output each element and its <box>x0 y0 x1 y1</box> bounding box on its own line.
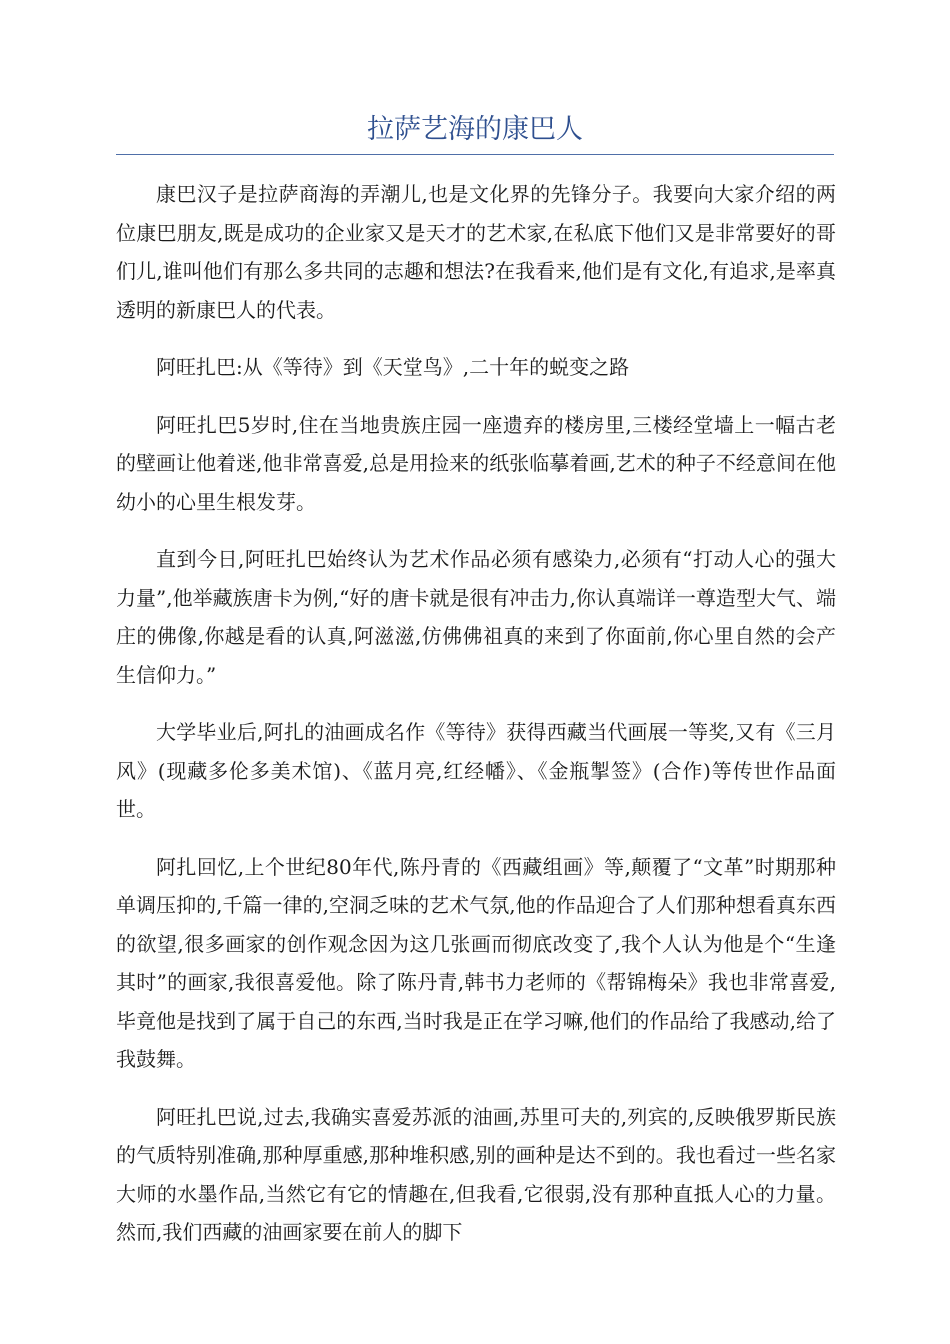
title-block <box>116 110 834 155</box>
article-body <box>116 175 836 1271</box>
paragraph: 阿旺扎巴5岁时,住在当地贵族庄园一座遗弃的楼房里,三楼经堂墙上一幅古老的壁画让他着迷,他非常喜爱,总是用捡来的纸张临摹着画,艺术的种子不经意间在他幼小的心里生根发芽。 <box>116 412 836 514</box>
section-heading: 阿旺扎巴:从《等待》到《天堂鸟》,二十年的蜕变之路 <box>156 355 630 379</box>
paragraph: 大学毕业后,阿扎的油画成名作《等待》获得西藏当代画展一等奖,又有《三月风》(现藏多伦多美术馆)、《蓝月亮,红经幡》、《金瓶掣签》(合作)等传世作品面世。 <box>116 720 836 821</box>
paragraph-intro: 康巴汉子是拉萨商海的弄潮儿,也是文化界的先锋分子。我要向大家介绍的两位康巴朋友,既是成功的企业家又是天才的艺术家,在私底下他们又是非常要好的哥们儿,谁叫他们有那么多共同的志趣和想法?在我看来,他们是有文化,有追求,是率真透明的新康巴人的代表。 <box>116 182 836 322</box>
paragraph: 阿旺扎巴说,过去,我确实喜爱苏派的油画,苏里可夫的,列宾的,反映俄罗斯民族的气质特别准确,那种厚重感,那种堆积感,别的画种是达不到的。我也看过一些名家大师的水墨作品,当然它有它的情趣在,但我看,它很弱,没有那种直抵人心的力量。然而,我们西藏的油画家要在前人的脚下 <box>116 1104 836 1244</box>
page-title: 拉萨艺海的康巴人 <box>116 110 834 155</box>
paragraph: 直到今日,阿旺扎巴始终认为艺术作品必须有感染力,必须有“打动人心的强大力量”,他举藏族唐卡为例,“好的唐卡就是很有冲击力,你认真端详一尊造型大气、端庄的佛像,你越是看的认真,阿滋滋,仿佛佛祖真的来到了你面前,你心里自然的会产生信仰力。” <box>116 547 836 687</box>
paragraph: 阿扎回忆,上个世纪80年代,陈丹青的《西藏组画》等,颠覆了“文革”时期那种单调压抑的,千篇一律的,空洞乏味的艺术气氛,他的作品迎合了人们那种想看真东西的欲望,很多画家的创作观念因为这几张画而彻底改变了,我个人认为他是个“生逢其时”的画家,我很喜爱他。除了陈丹青,韩书力老师的《帮锦梅朵》我也非常喜爱,毕竟他是找到了属于自己的东西,当时我是正在学习嘛,他们的作品给了我感动,给了我鼓舞。 <box>116 854 836 1071</box>
